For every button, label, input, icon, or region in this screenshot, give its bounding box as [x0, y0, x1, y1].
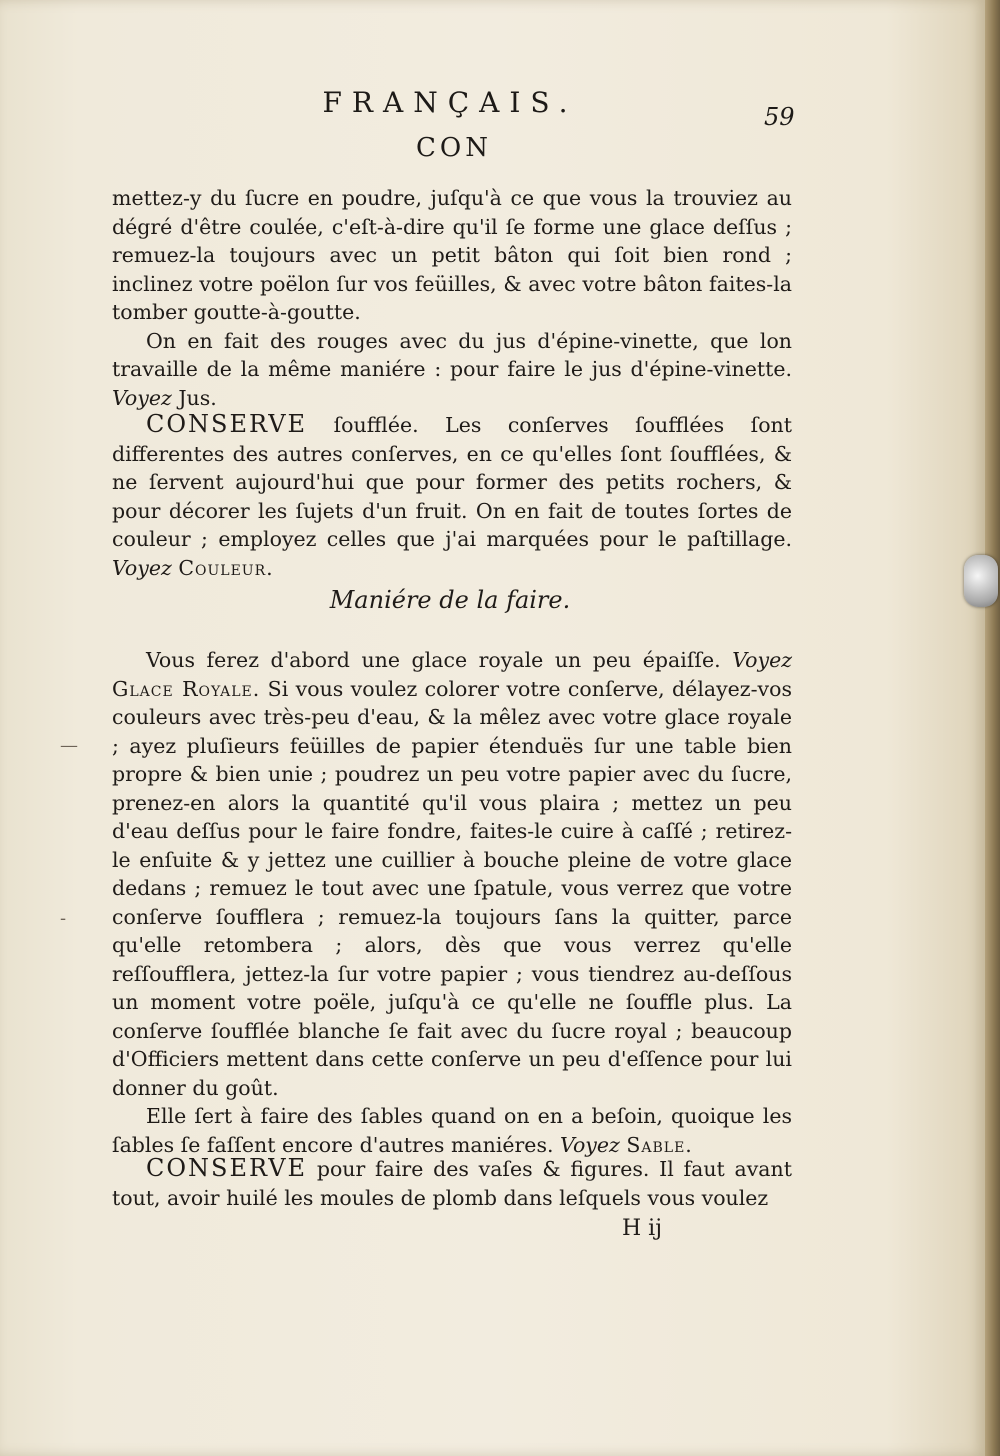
voyez-reference: Voyez: [112, 555, 172, 580]
voyez-reference: Voyez: [112, 385, 172, 410]
cross-reference: Glace Royale.: [112, 676, 261, 701]
entry-2-text: pour faire des vaſes & figures. Il faut avant tout, avoir huilé les moules de plomb dans leſquels vous voulez: [112, 1157, 792, 1210]
cross-reference: Jus.: [178, 385, 217, 410]
cross-reference: Sable.: [626, 1132, 693, 1157]
paragraph-3: [112, 646, 792, 1102]
paragraph-3-text-a: Vous ferez d'abord une glace royale un peu épaiſſe.: [146, 648, 721, 672]
voyez-reference: Voyez: [732, 648, 792, 672]
book-clasp: [964, 555, 998, 607]
paragraph-4-text: Elle ſert à faire des ſables quand on en a beſoin, quoique les ſables ſe faſſent encore d'autres maniéres.: [112, 1104, 792, 1157]
paragraph-3-text-b: Si vous voulez colorer votre conſerve, délayez-vos couleurs avec très-peu d'eau, & la mêlez avec votre glace royale ; ayez pluſieurs feüilles de papier étenduës ſur une table bien propre & bien unie ; poudrez un peu votre papier avec du ſucre, prenez-en alors la quantité qu'il vous plaira ; mettez un peu d'eau deſſus pour le faire fondre, faites-le cuire à caſſé ; retirez-le enſuite & y jettez une cuillier à bouche pleine de votre glace dedans ; remuez le tout avec une ſpatule, vous verrez que votre conſerve ſoufflera ; remuez-la toujours ſans la quitter, parce qu'elle retombera ; alors, dès que vous verrez qu'elle reſſoufflera, jettez-la ſur votre papier ; vous tiendrez au-deſſous un moment votre poële, juſqu'à ce qu'elle ne ſouffle plus. La conſerve ſoufflée blanche ſe fait avec du ſucre royal ; beaucoup d'Officiers mettent dans cette conſerve un peu d'eſſence pour lui donner du goût.: [112, 676, 792, 1100]
page-edge: [985, 0, 1000, 1456]
entry-headword: CONSERVE: [146, 1154, 308, 1182]
entry-1-text: ſoufflée. Les conſerves ſoufflées ſont differentes des autres conſerves, en ce qu'elles ſont ſoufflées, & ne ſervent aujourd'hui que pour former des petits rochers, & pour décorer les ſujets d'un fruit. On en fait de toutes ſortes de couleur ; employez celles que j'ai marquées pour le paſtillage.: [112, 413, 792, 551]
signature-mark: H ij: [622, 1216, 663, 1241]
entry-2-paragraph: [112, 1154, 792, 1212]
running-title: FRANÇAIS.: [322, 86, 578, 119]
paragraph-2: [112, 327, 792, 413]
paragraph-continuation: [112, 184, 792, 412]
cross-reference: Couleur.: [178, 555, 274, 580]
voyez-reference: Voyez: [560, 1132, 620, 1157]
entry-headword: CONSERVE: [146, 410, 308, 438]
entry-1-paragraph: [112, 410, 792, 582]
paragraph-2-text: On en fait des rouges avec du jus d'épine-vinette, que lon travaille de la même maniére : pour faire le jus d'épine-vinette.: [112, 328, 792, 381]
entry-conserve-vases: [112, 1154, 792, 1212]
catchword: CON: [416, 133, 492, 163]
method-paragraphs: [112, 646, 792, 1159]
paragraph-4: [112, 1102, 792, 1159]
margin-mark: —: [60, 735, 78, 756]
page-number: 59: [764, 103, 795, 131]
subheading: Maniére de la faire.: [329, 586, 571, 614]
entry-conserve-soufflee: [112, 410, 792, 582]
margin-mark: ‐: [60, 908, 67, 929]
paragraph-1: mettez-y du ſucre en poudre, juſqu'à ce que vous la trouviez au dégré d'être coulée, c'eſt-à-dire qu'il ſe forme une glace deſſus ; remuez-la toujours avec un petit bâton qui ſoit bien rond ; inclinez votre poëlon ſur vos feüilles, & avec votre bâton faites-la tomber goutte-à-goutte.: [112, 186, 792, 324]
